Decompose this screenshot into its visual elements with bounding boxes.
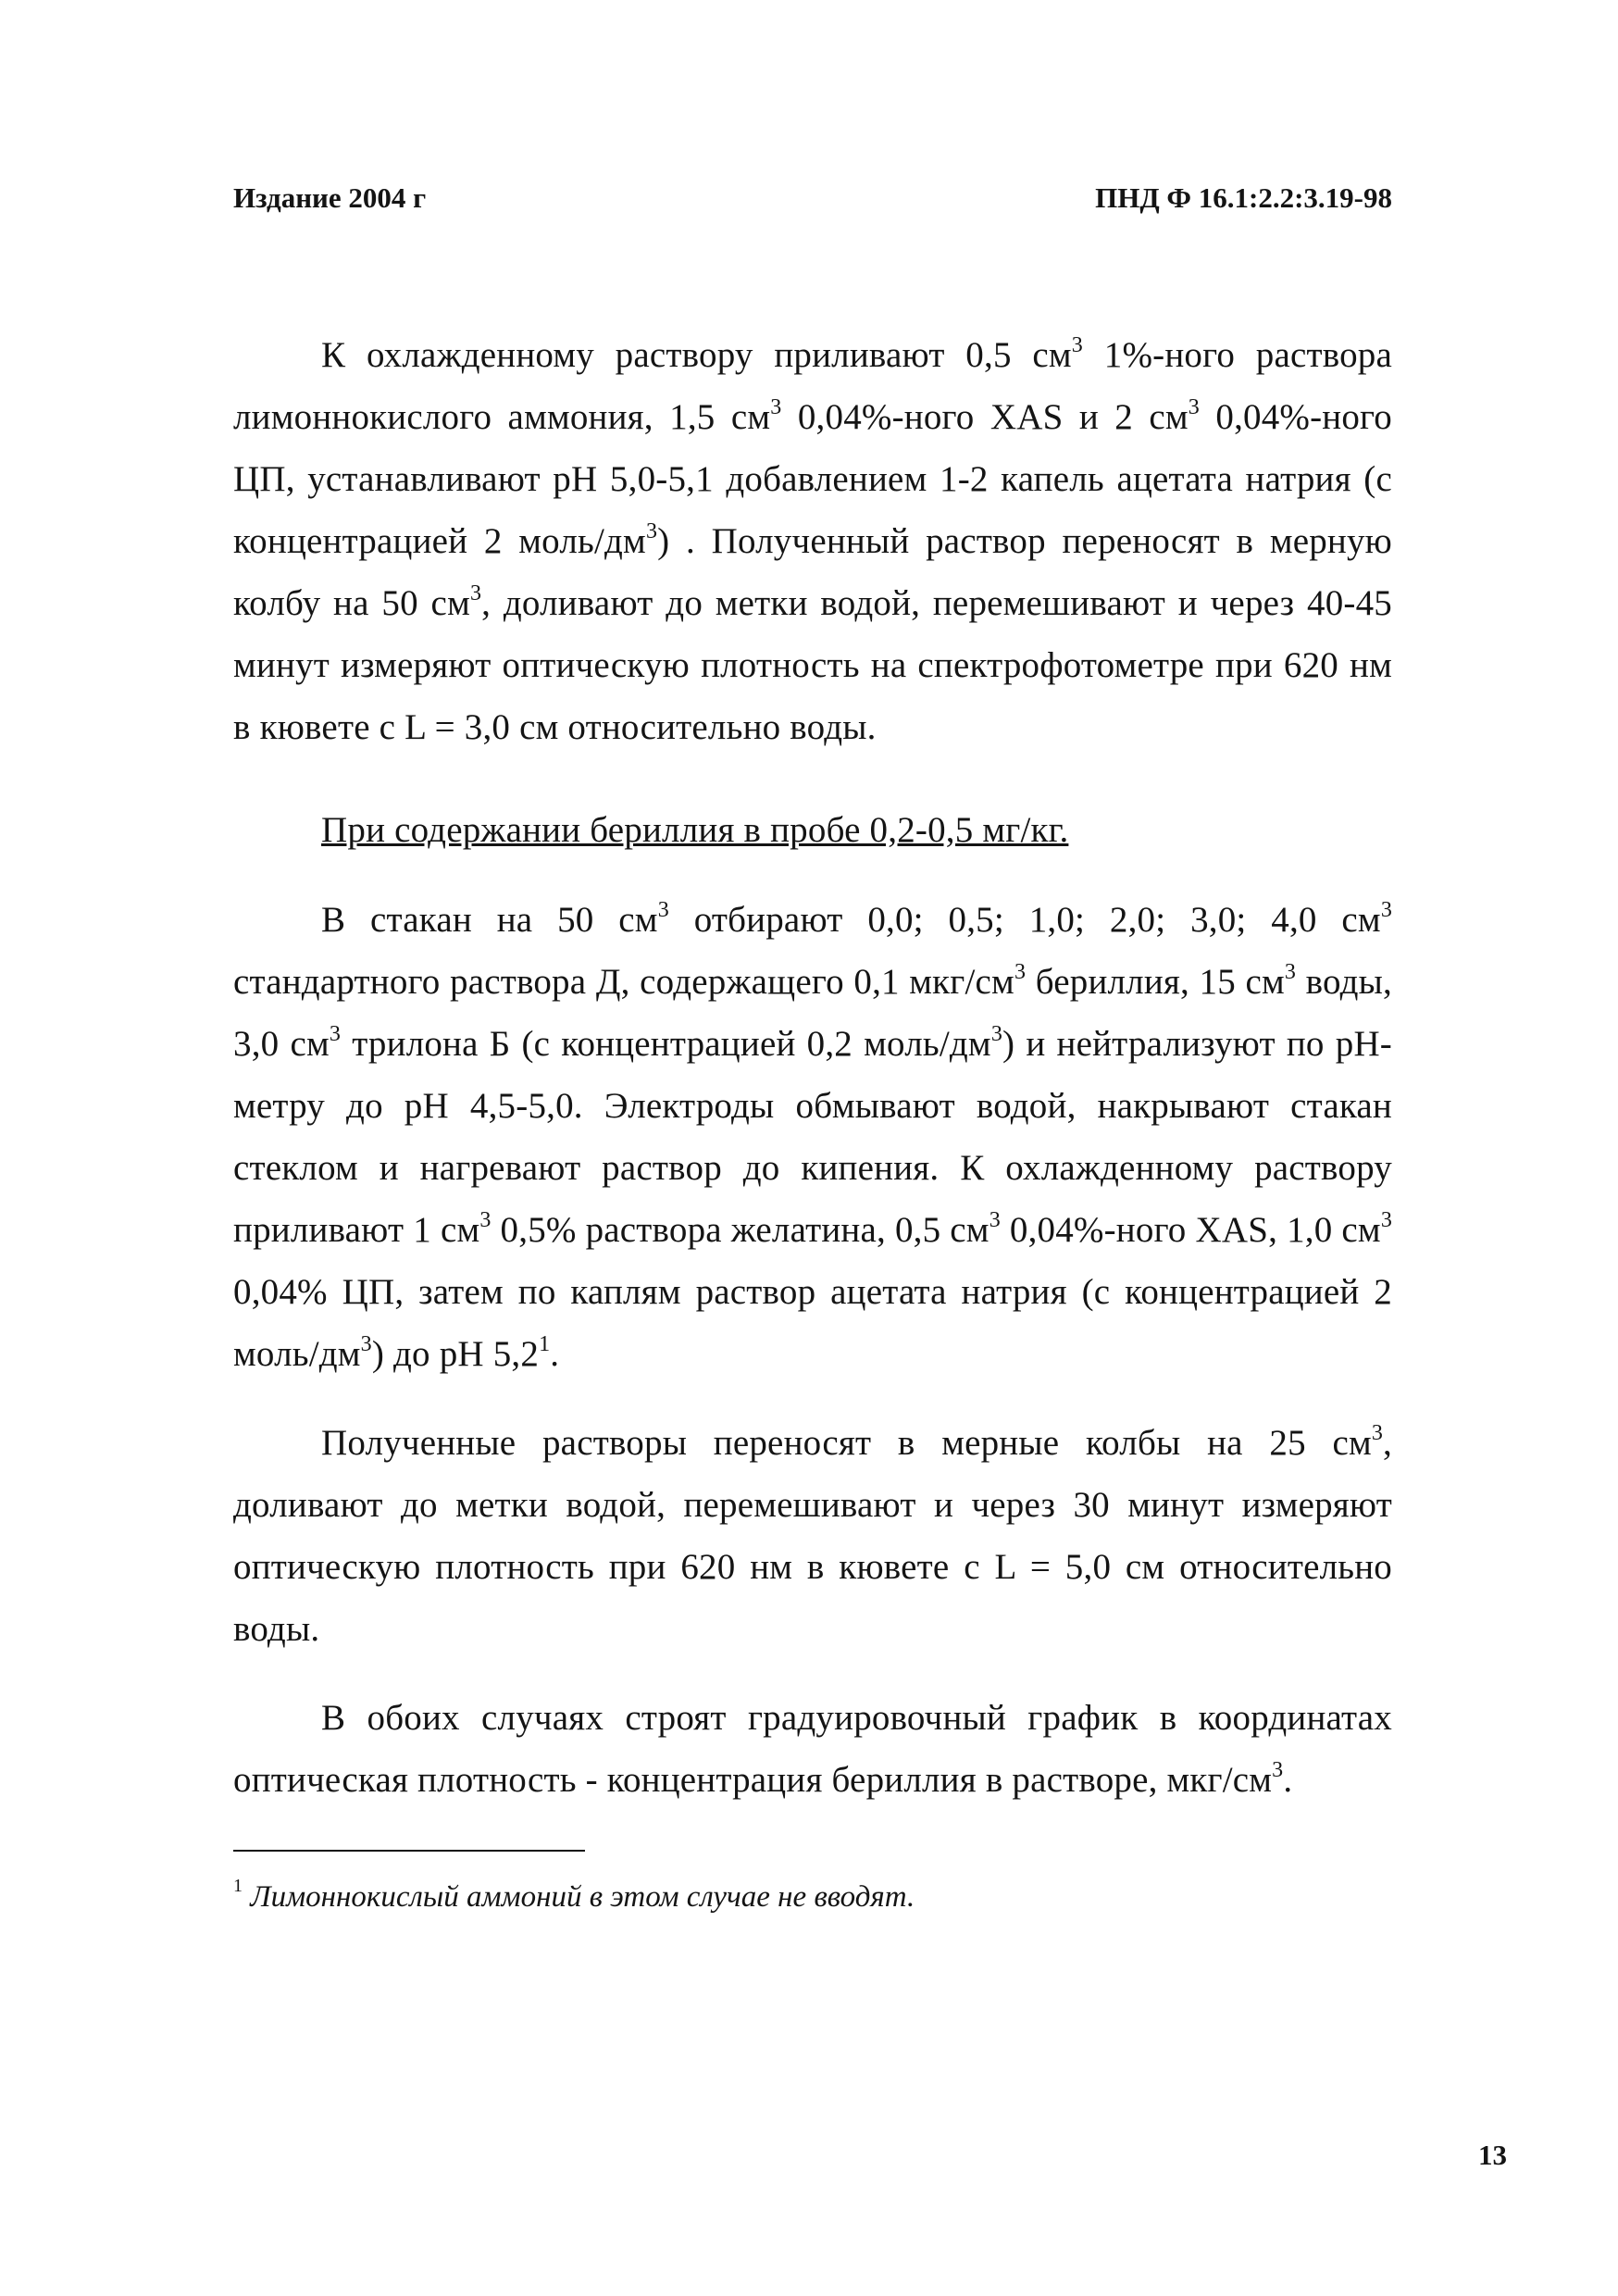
text-run: , доливают до метки водой, перемешивают и через 40-45 минут измеряют оптическую плотность на спектрофотометре при 620 нм в кювете с L = 3,0 см относительно воды.: [233, 583, 1392, 747]
edition-label: Издание 2004 г: [233, 181, 427, 214]
text-run: К охлажденному раствору приливают 0,5 см: [321, 335, 1072, 375]
text-run: 0,5% раствора желатина, 0,5 см: [491, 1210, 989, 1250]
text-run: бериллия, 15 см: [1026, 962, 1285, 1002]
text-run: .: [550, 1334, 560, 1374]
text-run: 0,04% ЦП, затем по каплям раствор ацетата натрия (с концентрацией 2 моль/дм: [233, 1272, 1392, 1374]
text-run: стандартного раствора Д, содержащего 0,1 мкг/см: [233, 962, 1014, 1002]
text-run: ) и нейтрализуют по рН-метру до рН 4,5-5,0. Электроды обмывают водой, накрывают стакан стеклом и нагревают раствор до кипения. К охлажденному раствору приливают 1 см: [233, 1024, 1392, 1250]
text-run: ) . Полученный раствор переносят в мерную колбу на 50 см: [233, 521, 1393, 623]
text-run: 0,04%-ного XAS, 1,0 см: [1000, 1210, 1381, 1250]
text-run: , доливают до метки водой, перемешивают и через 30 минут измеряют оптическую плотность при 620 нм в кювете с L = 5,0 см относительно воды.: [233, 1423, 1392, 1649]
paragraph: [233, 1687, 1392, 1811]
text-run: отбирают 0,0; 0,5; 1,0; 2,0; 3,0; 4,0 см: [668, 900, 1381, 940]
text-run: 0,04%-ного XAS и 2 см: [781, 397, 1189, 437]
text-run: ) до рН 5,2: [371, 1334, 540, 1374]
paragraph: [233, 889, 1392, 1385]
section-heading: [233, 799, 1392, 861]
footnote-divider: [233, 1850, 585, 1852]
text-run: трилона Б (с концентрацией 0,2 моль/дм: [341, 1024, 991, 1064]
superscript: 3: [1371, 1421, 1384, 1445]
text-run: При содержании бериллия в пробе 0,2-0,5 мг/кг.: [321, 810, 1069, 850]
superscript: 3: [1272, 1758, 1284, 1782]
text-run: В стакан на 50 см: [321, 900, 658, 940]
text-run: 0,04%-ного ЦП, устанавливают рН 5,0-5,1 добавлением 1-2 капель ацетата натрия (с концентрацией 2 моль/дм: [233, 397, 1392, 561]
superscript: 3: [1014, 960, 1027, 984]
superscript: 3: [1380, 1208, 1393, 1232]
footnote-text: Лимоннокислый аммоний в этом случае не вводят.: [250, 1880, 915, 1914]
superscript: 3: [770, 395, 782, 419]
text-run: В обоих случаях строят градуировочный график в координатах оптическая плотность - концентрация бериллия в растворе, мкг/см: [233, 1698, 1392, 1800]
paragraph: [233, 1412, 1392, 1660]
superscript: 3: [469, 581, 482, 605]
page-header: [233, 181, 1392, 228]
superscript: 3: [479, 1208, 492, 1232]
superscript: 3: [645, 519, 658, 543]
footnote: [233, 1877, 1392, 1917]
page-number: 13: [1478, 2139, 1507, 2171]
superscript: 3: [1380, 898, 1393, 922]
superscript: 3: [989, 1208, 1001, 1232]
superscript: 3: [657, 898, 669, 922]
text-run: 1%-ного раствора лимоннокислого аммония, 1,5 см: [233, 335, 1392, 437]
superscript: 3: [990, 1022, 1003, 1046]
superscript: 1: [539, 1332, 551, 1356]
text-run: .: [1283, 1760, 1293, 1800]
text-run: воды, 3,0 см: [233, 962, 1393, 1064]
superscript: 3: [1071, 333, 1083, 357]
superscript: 3: [1188, 395, 1200, 419]
superscript: 3: [360, 1332, 372, 1356]
document-code: ПНД Ф 16.1:2.2:3.19-98: [1095, 181, 1392, 214]
superscript: 3: [1284, 960, 1297, 984]
text-run: Полученные растворы переносят в мерные колбы на 25 см: [321, 1423, 1372, 1463]
footnote-mark: 1: [233, 1876, 243, 1896]
paragraph: [233, 324, 1392, 758]
body-text: [233, 324, 1392, 1811]
superscript: 3: [329, 1022, 342, 1046]
